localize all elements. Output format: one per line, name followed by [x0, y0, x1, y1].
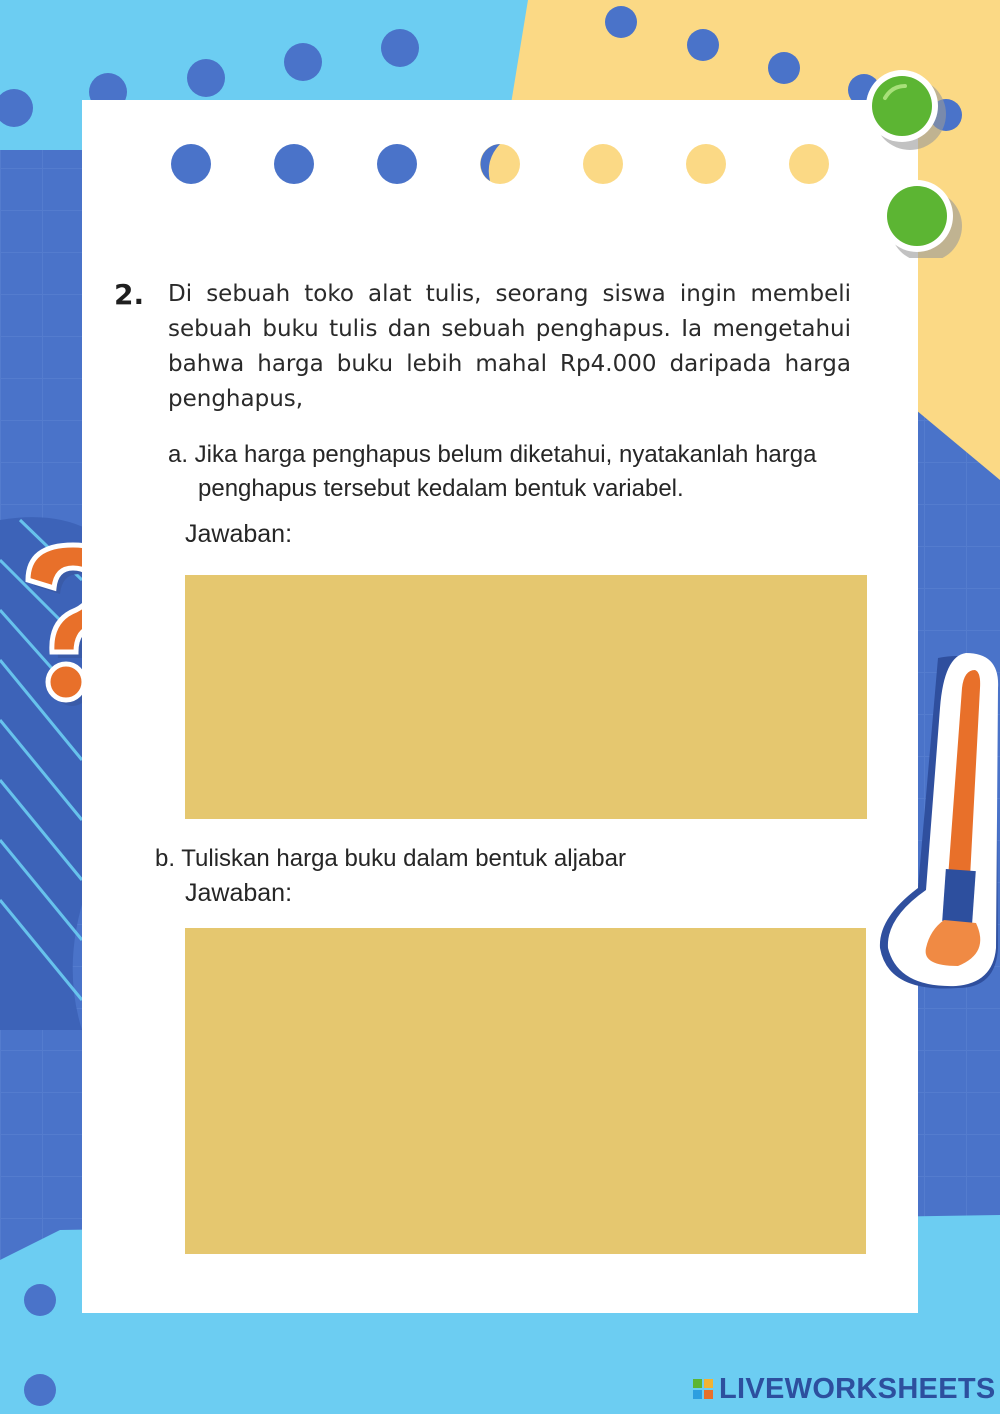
- part-a-answer-input[interactable]: [185, 575, 867, 819]
- part-b-answer-label: Jawaban:: [185, 879, 293, 907]
- green-pin-icon: [860, 68, 970, 258]
- dots-decoration: [160, 140, 850, 190]
- part-b-answer-input[interactable]: [185, 928, 866, 1254]
- liveworksheets-brand: [693, 1371, 996, 1407]
- brand-text: LIVEWORKSHEETS: [719, 1372, 996, 1405]
- part-b-prompt: b. Tuliskan harga buku dalam bentuk aljabar: [155, 845, 626, 872]
- question-number: 2.: [114, 278, 145, 311]
- question-text: Di sebuah toko alat tulis, seorang siswa ingin membeli sebuah buku tulis dan sebuah penghapus. Ia mengetahui bahwa harga buku lebih mahal Rp4.000 daripada harga penghapus,: [168, 281, 851, 412]
- part-a-prompt: [168, 438, 858, 506]
- paintbrush-icon: [878, 648, 1000, 993]
- part-a-line-1: a. Jika harga penghapus belum diketahui, nyatakanlah harga: [168, 441, 817, 468]
- part-a-line-2: penghapus tersebut kedalam bentuk variabel.: [198, 475, 684, 502]
- liveworksheets-logo-icon: [693, 1377, 715, 1401]
- part-a-answer-label: Jawaban:: [185, 520, 293, 548]
